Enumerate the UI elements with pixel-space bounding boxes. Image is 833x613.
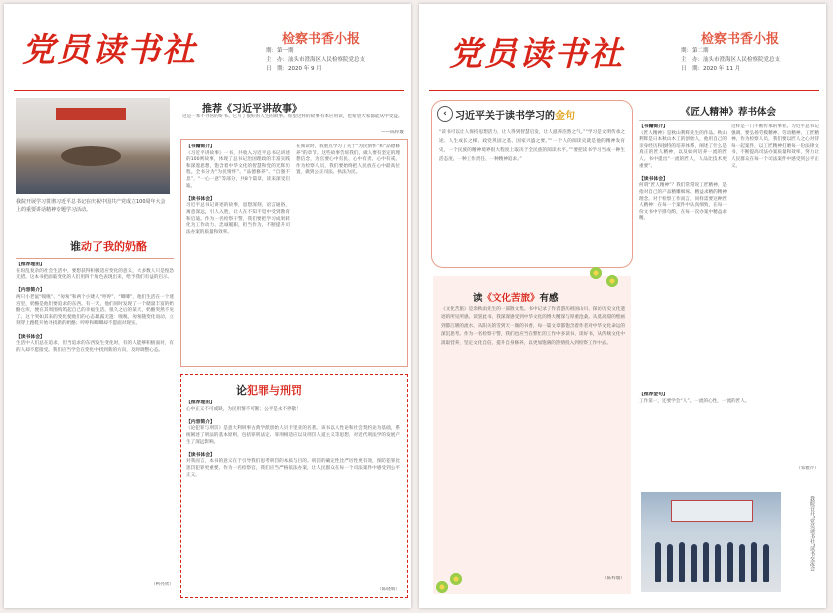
craftsman-col-1 <box>639 124 727 386</box>
quotes-text: “读书可以让人保持思想活力，让人得到智慧启发，让人滋养浩然之气。”“学习是文明传承之途、人生成长之梯、政党巩固之基、国家兴盛之要。”“一个人的阅读史就是他的精神发育史，一个民族的精神境界很大程度上取决于全民族的阅读水平。”“要把读书学习当成一种生活态度、一种工作责任、一种精神追求。” <box>439 130 625 162</box>
cheese-head-summary: 【内容简介】 <box>16 288 45 294</box>
crime-title-red: 犯罪与刑罚 <box>247 384 302 397</box>
issue-info <box>681 47 821 74</box>
crime-review-text: 对我而言，本书的意义在于引导我们思考刑罚的本质与目的。刑罚的确定性比严厉性更有效，预防犯罪比惩罚犯罪更重要。作为一名检察官，我们应当严格依法办案，让人民群众在每一个司法案件中感受到公平正义。 <box>186 459 400 478</box>
issue-number: 期：第二期 <box>681 48 709 54</box>
craftsman-head-review: 【读书体会】 <box>639 176 668 182</box>
quotes-title-lead: 习近平关于读书学习的 <box>455 111 555 122</box>
quotes-title <box>455 107 575 122</box>
cheese-article-title <box>70 238 147 254</box>
cheese-reason-text: 在纷乱复杂的社会生活中，要想获得积极适应变化的意义，大多数人只是惶恐无措。这本书把面临变化的人们用四个角色表现出来，给予我们有益的启示。 <box>16 268 174 281</box>
summary-text: 《习近平讲故事》一书，共收入习近平总书记讲述的100则故事，体现了总书记治国理政的丰富实践和深邃思想，饱含着中华文化的智慧和党的光辉历程。全书分为“为民情怀”、“品德修养”、“自强不息”、“一心一意”等部分，共8个篇章，读来深受启迪。 <box>186 150 290 189</box>
crime-title-lead: 论 <box>236 384 247 397</box>
craftsman-review-text: 何谓“匠人精神”？我们常常说工匠精神，是指对自己的产品精雕细琢、精益求精的精神理念。对于检察工作而言，同样需要这种匠人精神：在每一个案件中认真细致，在每一份文书中字斟句酌，在每一次办案中精益求精。 <box>639 183 727 222</box>
group-photo <box>641 492 781 592</box>
staff-figure <box>691 544 697 582</box>
cheese-head-reason: 【推荐理由】 <box>16 262 45 267</box>
crime-head-reason: 【推荐理由】 <box>186 400 215 405</box>
meeting-table <box>61 146 121 166</box>
masthead-divider <box>14 90 404 91</box>
culture-article-body: 《文化苦旅》是余秋雨先生的一部散文集。书中记录了作者游历祖国山川、探访历史文化遗迹的所见所感。读罢此书，我深深感受到中华文化的博大精深与厚重沧桑。从莫高窟的壁画到都江堰的流水，从阳关的雪到天一阁的书香，每一篇文章都饱含着作者对中华文化命运的深沉思考。作为一名检察干警，我们也应当在繁忙的工作中多读书、读好书，从传统文化中汲取营养，坚定文化自信，提升自身修养，以更加饱满的热情投入到检察工作中去。 <box>441 307 625 346</box>
masthead-divider <box>429 90 819 91</box>
organizer: 主 办：汕头市澄海区人民检察院党总支 <box>266 57 366 63</box>
cheese-review-text: 生活中人们总在追求，但当追求的东西发生变化时，有的人能够积极面对，有的人却不愿接受。我们应当学会在变化中找到新的方向，及时调整心态。 <box>16 341 174 353</box>
crime-reason-text: 心中正义不可或缺，为民用情不可断；公平是永不停歇！ <box>186 406 301 412</box>
organizer: 主 办：汕头市澄海区人民检察院党总支 <box>681 57 781 63</box>
cheese-divider <box>16 258 174 259</box>
craftsman-quote-text: 工作第一，还要学会“人”。一流的心性，一流的匠人。 <box>639 398 750 404</box>
review-text: 习近平总书记讲述的故事，思想深刻，语言通俗，寓意深远，引人入胜，让人在不知不觉中受到教育和启迪。作为一名检察干警，我们要把学习成果转化为工作动力，忠诚履职，担当作为，不断提升司法办案的质量和效率。 <box>186 203 290 235</box>
cheese-title-red: 动了我的奶酪 <box>81 240 147 253</box>
crime-head-review: 【读书体会】 <box>186 452 215 458</box>
staff-figure <box>727 542 733 582</box>
craftsman-head-summary: 【书籍简介】 <box>639 124 668 129</box>
crime-head-summary: 【内容简介】 <box>186 419 215 425</box>
culture-title-tail: 有感 <box>539 293 559 304</box>
cheese-article-body <box>16 262 174 578</box>
craftsman-summary-text: 《匠人精神》是秋山利辉先生的作品。秋山利辉是日本秋山木工的创始人，他用自己的亲身经历和独特的培养体系，阐述了什么是真正的匠人精神，以及如何培养一流的匠人。书中提出“一流的匠人，人品比技术更重要”。 <box>639 130 727 169</box>
cheese-head-review: 【读书体会】 <box>16 334 45 340</box>
staff-figure <box>739 544 745 582</box>
section-head-summary: 【书籍简介】 <box>186 144 215 149</box>
masthead-title: 党员读书社 <box>449 34 624 73</box>
staff-figure <box>751 542 757 582</box>
newsletter-name: 检察书香小报 <box>701 32 780 47</box>
section-head-review: 【读书体会】 <box>186 196 215 202</box>
feature-col-2: 在阅读时，我重点学习了关于“为民情怀”和“品德修养”的章节。这些故事告诉我们，做人要有坚定的理想信念，为官要心中有民、心中有责、心中有戒。作为检察人员，我们要始终把人民放在心中最高位置，做到公正司法、执法为民。 <box>296 144 400 176</box>
staff-figure <box>715 544 721 582</box>
feature-signoff: ——陈梓璇 <box>381 130 404 135</box>
staff-figure <box>679 542 685 582</box>
banner-wall <box>56 108 126 120</box>
group-photo-caption: 我院召开“党员读书社”读书交流会 <box>809 496 815 572</box>
feature-col-1 <box>186 144 290 359</box>
cheese-summary-text: 两只小老鼠“嗅嗅”、“匆匆”和两个小矮人“哼哼”、“唧唧”，他们生活在一个迷宫里，奶酪是他们要追求的东西。有一天，他们同时发现了一个储量丰富的奶酪仓库，便在其周围构筑起自己的幸福生活。很久之后的某天，奶酪突然不见了。这个突如其来的变化使他们的心态暴露无遗：嗅嗅、匆匆随变化而动，立刻穿上跑鞋开始寻找新的奶酪；哼哼和唧唧却不愿面对现实。 <box>16 294 174 327</box>
craftsman-head-quote: 【推荐金句】 <box>639 392 668 397</box>
staff-figure <box>703 542 709 582</box>
staff-figure <box>763 544 769 582</box>
staff-figure <box>655 542 661 582</box>
flower-icon <box>589 266 603 280</box>
newsletter-page-issue-2 <box>419 4 826 608</box>
crime-article-title <box>236 382 302 398</box>
feature-intro: 这是一本不寻常的好书。它写了很好的人生的故事。希望这样的故事有本应用读，也希望大家都能从中受益。 <box>182 114 403 119</box>
newsletter-name: 检察书香小报 <box>282 32 361 47</box>
culture-title-lead: 读 <box>473 293 483 304</box>
craftsman-title: 《匠人精神》荐书体会 <box>681 107 777 118</box>
flower-icon <box>449 572 463 586</box>
banner-wall <box>671 500 753 522</box>
newsletter-page-issue-1 <box>4 4 411 608</box>
culture-title-red: 《文化苦旅》 <box>482 293 540 304</box>
photo-caption: 我院开展学习贯彻习近平总书记在庆祝中国共产党成立100周年大会上的重要讲话精神专题学习活动。 <box>16 199 166 213</box>
craftsman-signoff: （邹雅芹） <box>796 466 819 471</box>
issue-info <box>266 47 406 74</box>
masthead-title: 党员读书社 <box>22 30 197 69</box>
issue-date: 日 期：2020 年 11 月 <box>681 66 741 72</box>
flower-icon <box>605 274 619 288</box>
crime-summary-text: 《论犯罪与刑罚》是意大利刑事古典学派创始人贝卡里亚的名著。该书以人性论和社会契约论为基础，系统阐述了刑法的基本原则，包括罪刑法定、罪刑相适应以及刑罚人道主义等思想，对近代刑法学的发展产生了深远影响。 <box>186 426 400 445</box>
craftsman-quote-block <box>639 392 819 466</box>
issue-number: 期：第一期 <box>266 48 294 54</box>
quotes-title-gold: 金句 <box>555 111 575 122</box>
meeting-photo <box>16 98 170 194</box>
craftsman-divider <box>639 120 819 121</box>
cheese-title-lead: 谁 <box>70 240 81 253</box>
arrow-icon: ‹ <box>437 106 453 122</box>
crime-article-body <box>186 400 400 586</box>
staff-figure <box>667 544 673 582</box>
issue-date: 日 期：2020 年 9 月 <box>266 66 322 72</box>
cheese-signoff: （柯亮欣） <box>151 582 174 587</box>
flower-icon <box>435 580 449 594</box>
feature-title: 推荐《习近平讲故事》 <box>202 104 302 115</box>
craftsman-col-2: 这样是一门不断传承的事业。习近平总书记强调，要弘扬劳模精神、劳动精神、工匠精神。作为检察人员，我们要以匠人之心对待每一起案件，以工匠精神打磨每一份法律文书，不断提高司法办案质量和效率，努力让人民群众在每一个司法案件中感受到公平正义。 <box>731 124 819 169</box>
crime-signoff: （陈晓娟） <box>377 587 400 592</box>
culture-signoff: （陈梓璇） <box>602 576 625 581</box>
culture-article-title <box>473 290 559 304</box>
